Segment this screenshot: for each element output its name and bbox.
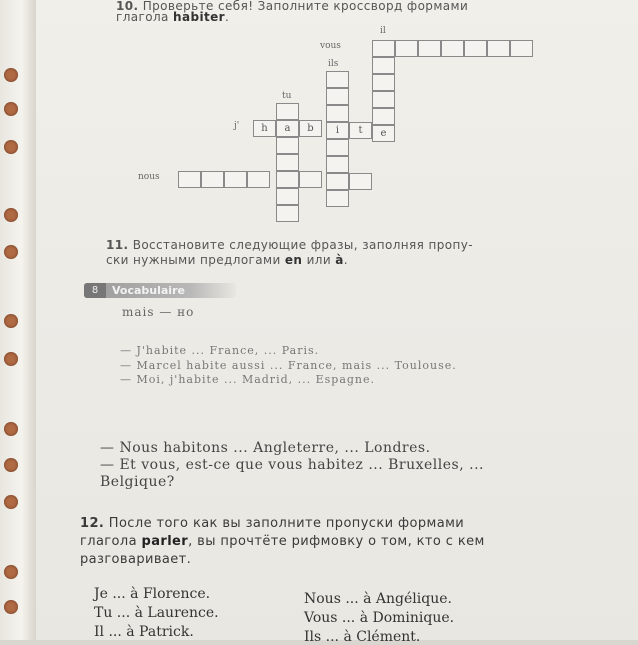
task11-text: Восстановите следующие фразы, заполняя пропу- (132, 238, 473, 252)
crossword-cell[interactable] (510, 40, 533, 57)
punch-hole (4, 495, 18, 509)
poem-right-3: Ils ... à Clément. (304, 629, 421, 645)
crossword-cell[interactable] (326, 139, 349, 156)
crossword-cell[interactable] (276, 154, 299, 171)
crossword-cell-je-1[interactable]: h (253, 120, 276, 137)
crossword-cell[interactable] (276, 171, 299, 188)
task10-prefix: глагола (116, 10, 174, 24)
crossword-label-ils: ils (328, 59, 339, 69)
crossword-cell[interactable] (276, 205, 299, 222)
crossword-cell[interactable] (418, 40, 441, 57)
punch-hole (4, 245, 18, 259)
crossword-label-nous: nous (138, 172, 160, 182)
crossword-label-tu: tu (282, 91, 292, 101)
crossword-cell[interactable] (464, 40, 487, 57)
task11-a: à (335, 253, 344, 267)
poem-left-1: Je ... à Florence. (94, 586, 211, 602)
crossword-cell[interactable] (372, 40, 395, 57)
punch-hole (4, 208, 18, 222)
crossword-cell[interactable] (372, 74, 395, 91)
task10-number: 10. (116, 0, 139, 13)
crossword-label-je: j' (234, 121, 240, 131)
vocabulaire-badge-number: 8 (84, 283, 106, 298)
vocabulaire-badge-label: Vocabulaire (112, 284, 185, 297)
task12-line3: разговаривает. (80, 552, 192, 567)
crossword-cell[interactable] (276, 188, 299, 205)
crossword-cell[interactable] (276, 137, 299, 154)
exercise-line-3: — Moi, j'habite ... Madrid, ... Espagne. (120, 373, 376, 386)
task12-line1 (80, 516, 464, 531)
task12-text: После того как вы заполните пропуски формами (108, 516, 465, 531)
poem-left-2: Tu ... à Laurence. (94, 605, 219, 621)
crossword-cell[interactable] (372, 57, 395, 74)
crossword-cell[interactable] (487, 40, 510, 57)
task12-number: 12. (80, 516, 105, 531)
crossword-label-vous: vous (320, 41, 341, 51)
crossword-cell[interactable] (326, 71, 349, 88)
task11-number: 11. (106, 238, 129, 252)
crossword-cell[interactable] (224, 171, 247, 188)
crossword-cell[interactable] (326, 173, 349, 190)
poem-left-3: Il ... à Patrick. (94, 624, 194, 640)
crossword-cell[interactable] (276, 103, 299, 120)
crossword-cell[interactable] (326, 105, 349, 122)
punch-hole (4, 68, 18, 82)
crossword-cell[interactable] (326, 156, 349, 173)
task10-verb: habiter (173, 10, 225, 24)
task12-prefix: глагола (80, 534, 142, 549)
crossword-cell-je-3[interactable]: b (299, 120, 322, 137)
crossword-cell-je-2[interactable]: a (276, 120, 299, 137)
punch-hole (4, 140, 18, 154)
poem-right-1: Nous ... à Angélique. (304, 591, 452, 607)
crossword-cell[interactable] (395, 40, 418, 57)
crossword-cell[interactable] (349, 173, 372, 190)
crossword-cell[interactable] (299, 171, 322, 188)
task12-line2 (80, 534, 485, 549)
binder-sleeve (0, 0, 36, 640)
vocabulaire-badge (84, 283, 236, 298)
punch-hole (4, 352, 18, 366)
task10-text: Проверьте себя! Заполните кроссворд формами (142, 0, 469, 13)
task11-en: en (284, 253, 303, 267)
textbook-page (36, 0, 638, 645)
task11-suffix: . (343, 253, 348, 267)
crossword-cell[interactable] (178, 171, 201, 188)
crossword-cell[interactable] (441, 40, 464, 57)
crossword-label-il: il (380, 26, 386, 36)
punch-hole (4, 422, 18, 436)
task12-verb: parler (141, 534, 189, 549)
task11-line1 (106, 238, 473, 252)
crossword-cell-je-5[interactable]: t (349, 122, 372, 139)
task11-mid: или (302, 253, 336, 267)
crossword-cell-je-4[interactable]: i (326, 122, 349, 139)
task11-prefix: ски нужными предлогами (106, 253, 285, 267)
task12-suffix: , вы прочтёте рифмовку о том, кто с кем (188, 534, 485, 549)
crossword-cell[interactable] (201, 171, 224, 188)
task11-line2 (106, 253, 348, 267)
crossword-cell[interactable] (326, 88, 349, 105)
punch-hole (4, 314, 18, 328)
exercise-line-2: — Marcel habite aussi ... France, mais ... Toulouse. (120, 359, 457, 372)
punch-hole (4, 600, 18, 614)
exercise-line-4: — Nous habitons ... Angleterre, ... Londres. (100, 440, 431, 456)
punch-hole (4, 458, 18, 472)
exercise-line-5: — Et vous, est-ce que vous habitez ... Bruxelles, ... (100, 457, 484, 473)
crossword-cell[interactable] (372, 108, 395, 125)
crossword-cell[interactable] (247, 171, 270, 188)
exercise-line-1: — J'habite ... France, ... Paris. (120, 344, 320, 357)
task10-line2 (116, 10, 229, 24)
exercise-line-6: Belgique? (100, 474, 175, 490)
poem-right-2: Vous ... à Dominique. (304, 610, 455, 626)
crossword-cell[interactable] (372, 91, 395, 108)
punch-hole (4, 565, 18, 579)
crossword-cell[interactable] (326, 190, 349, 207)
crossword-cell-je-6[interactable]: e (372, 125, 395, 142)
vocabulaire-entry: mais — но (122, 305, 195, 319)
punch-hole (4, 102, 18, 116)
task10-suffix: . (224, 10, 230, 24)
